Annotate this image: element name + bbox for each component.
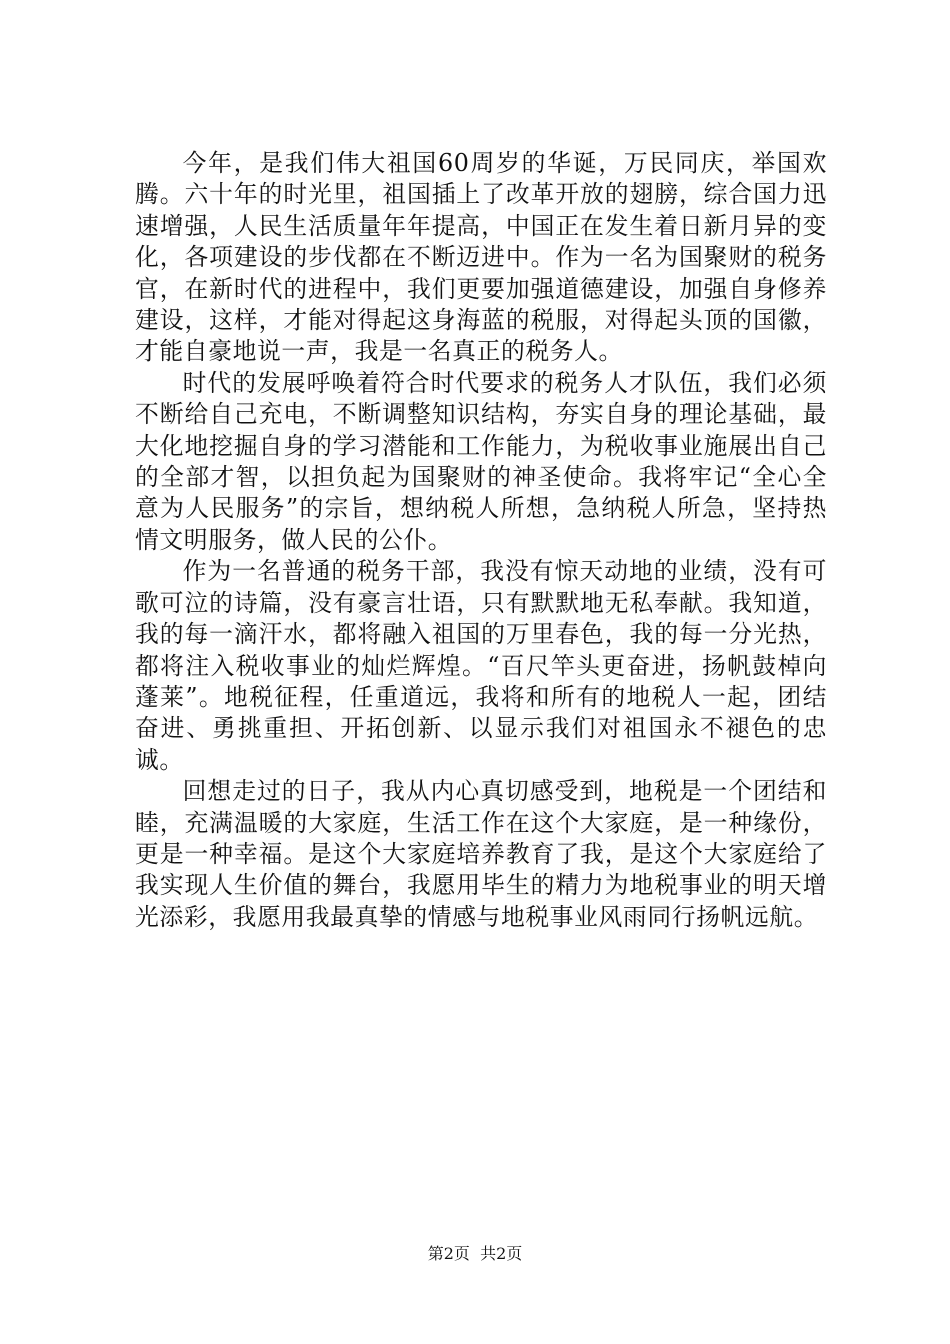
document-body: [135, 148, 827, 933]
paragraph-1: 今年，是我们伟大祖国60周岁的华诞，万民同庆，举国欢腾。六十年的时光里，祖国插上了改革开放的翅膀，综合国力迅速增强，人民生活质量年年提高，中国正在发生着日新月异的变化，各项建设的步伐都在不断迈进中。作为一名为国聚财的税务官，在新时代的进程中，我们更要加强道德建设，加强自身修养建设，这样，才能对得起这身海蓝的税服，对得起头顶的国徽，才能自豪地说一声，我是一名真正的税务人。: [135, 149, 827, 366]
page-number-footer: 第2页 共2页: [427, 1244, 523, 1263]
paragraph-3: 作为一名普通的税务干部，我没有惊天动地的业绩，没有可歌可泣的诗篇，没有豪言壮语，只有默默地无私奉献。我知道，我的每一滴汗水，都将融入祖国的万里春色，我的每一分光热，都将注入税收事业的灿烂辉煌。“百尺竿头更奋进，扬帆鼓棹向蓬莱”。地税征程，任重道远，我将和所有的地税人一起，团结奋进、勇挑重担、开拓创新、以显示我们对祖国永不褪色的忠诚。: [135, 557, 827, 774]
paragraph-2: 时代的发展呼唤着符合时代要求的税务人才队伍，我们必须不断给自己充电，不断调整知识结构，夯实自身的理论基础，最大化地挖掘自身的学习潜能和工作能力，为税收事业施展出自己的全部才智，以担负起为国聚财的神圣使命。我将牢记“全心全意为人民服务”的宗旨，想纳税人所想，急纳税人所急，坚持热情文明服务，做人民的公仆。: [135, 368, 827, 554]
paragraph-4: 回想走过的日子，我从内心真切感受到，地税是一个团结和睦，充满温暖的大家庭，生活工作在这个大家庭，是一种缘份，更是一种幸福。是这个大家庭培养教育了我，是这个大家庭给了我实现人生价值的舞台，我愿用毕生的精力为地税事业的明天增光添彩，我愿用我最真挚的情感与地税事业风雨同行扬帆远航。: [135, 777, 827, 931]
